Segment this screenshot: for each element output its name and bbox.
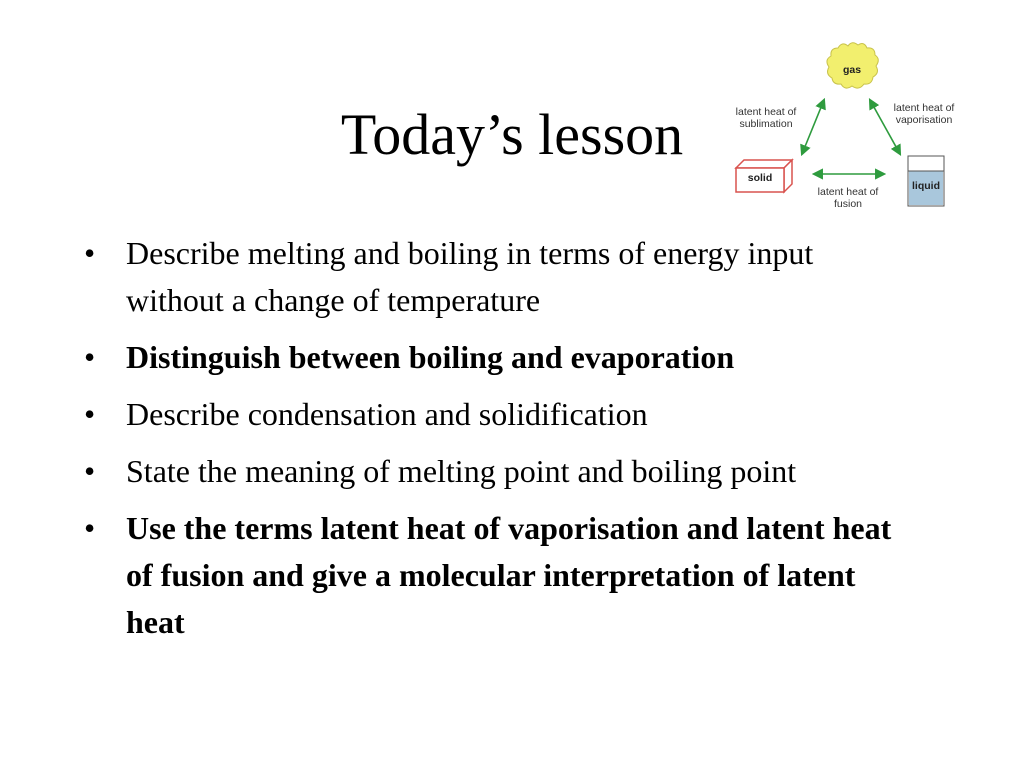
fusion-label-line2: fusion <box>833 198 863 210</box>
list-item-text: Distinguish between boiling and evaporation <box>126 339 735 375</box>
bullet-icon: • <box>84 235 96 271</box>
lesson-objectives-list <box>84 230 904 656</box>
sublimation-label <box>728 106 804 130</box>
vaporisation-label <box>884 102 964 126</box>
list-item-text: Use the terms latent heat of vaporisation and latent heat of fusion and give a molecular interpretation of latent heat <box>126 510 892 640</box>
liquid-label: liquid <box>912 180 940 192</box>
list-item-text: Describe condensation and solidification <box>126 396 648 432</box>
list-item <box>84 391 904 438</box>
list-item <box>84 334 904 381</box>
bullet-icon: • <box>84 396 96 432</box>
vaporisation-label-line2: vaporisation <box>895 114 953 126</box>
solid-label: solid <box>747 172 773 184</box>
list-item <box>84 505 904 646</box>
bullet-icon: • <box>84 453 96 489</box>
fusion-label <box>808 186 888 210</box>
list-item <box>84 448 904 495</box>
list-item-text: State the meaning of melting point and boiling point <box>126 453 797 489</box>
sublimation-label-line2: sublimation <box>739 118 793 130</box>
fusion-label-line1: latent heat of <box>817 186 879 198</box>
list-item <box>84 230 904 324</box>
gas-label: gas <box>842 64 862 76</box>
sublimation-arrow <box>802 100 824 154</box>
list-item-text: Describe melting and boiling in terms of energy input without a change of temperature <box>126 235 814 318</box>
bullet-icon: • <box>84 510 96 546</box>
states-of-matter-diagram <box>728 38 966 216</box>
sublimation-label-line1: latent heat of <box>735 106 797 118</box>
slide-title: Today’s lesson <box>340 102 684 167</box>
bullet-icon: • <box>84 339 96 375</box>
vaporisation-label-line1: latent heat of <box>893 102 955 114</box>
